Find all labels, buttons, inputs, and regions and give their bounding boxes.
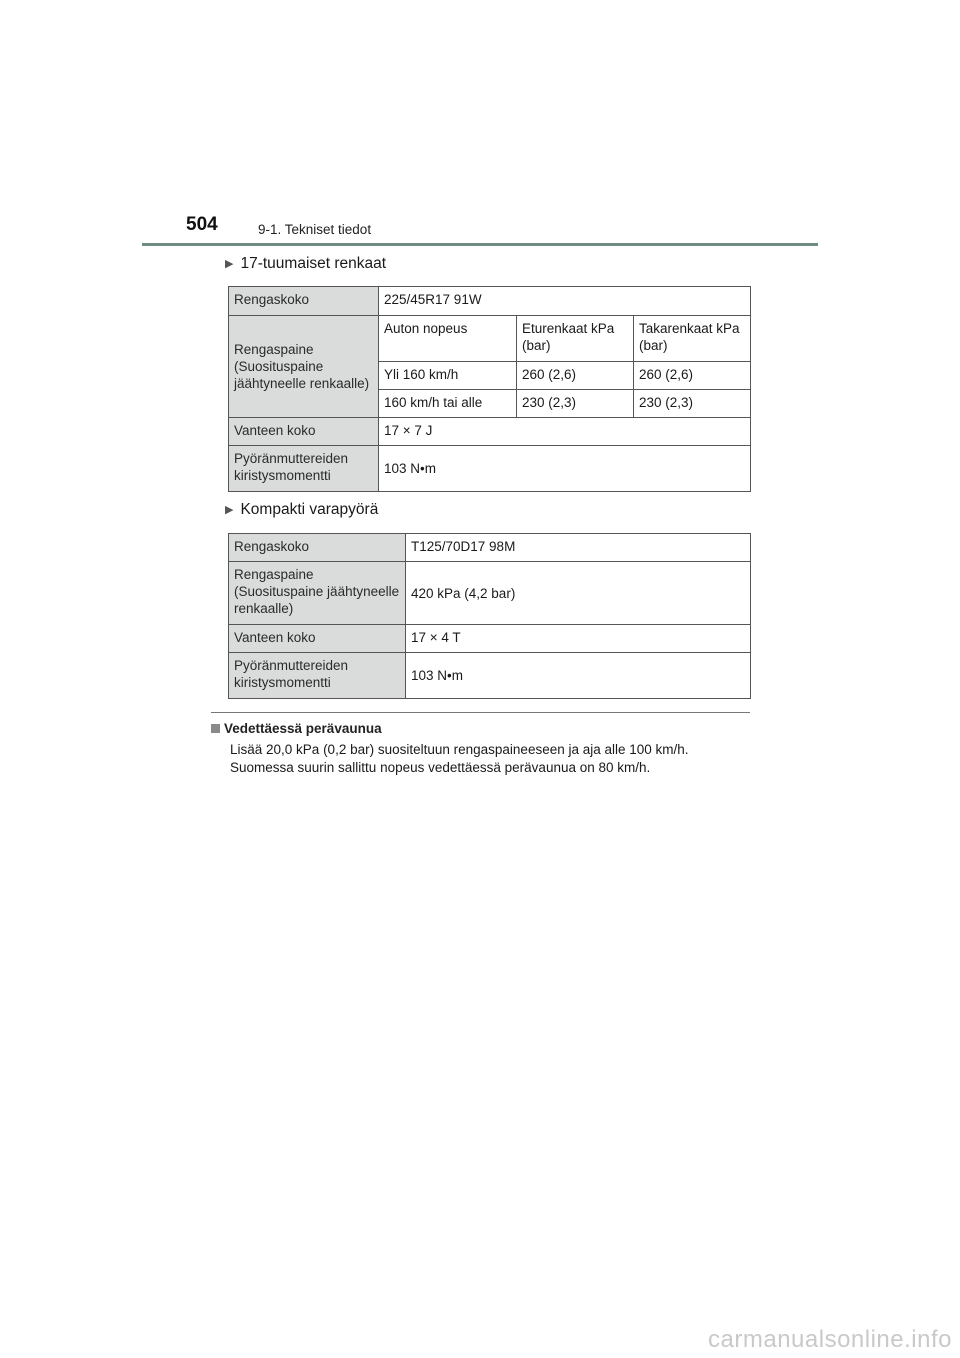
- table-row: [229, 446, 751, 492]
- note-divider: [211, 712, 750, 713]
- table-row: [229, 316, 751, 362]
- section-title-text: Kompakti varapyörä: [240, 501, 379, 518]
- table-row: [229, 625, 751, 653]
- speed-cell: Yli 160 km/h: [379, 362, 517, 390]
- rear-pressure-cell: 230 (2,3): [634, 390, 751, 418]
- note-line: Lisää 20,0 kPa (0,2 bar) suositeltuun rengaspaineeseen ja aja alle 100 km/h.: [230, 742, 689, 757]
- note-title: Vedettäessä perävaunua: [224, 721, 382, 736]
- watermark: carmanualsonline.info: [708, 1326, 952, 1353]
- torque-label: Pyöränmuttereiden kiristysmomentti: [229, 653, 406, 699]
- rim-size-label: Vanteen koko: [229, 625, 406, 653]
- tire-spec-table-spare: [228, 533, 751, 699]
- tire-size-value: T125/70D17 98M: [406, 534, 751, 562]
- torque-label: Pyöränmuttereiden kiristysmomentti: [229, 446, 379, 492]
- page-number: 504: [186, 214, 218, 235]
- pressure-value: 420 kPa (4,2 bar): [406, 562, 751, 625]
- rear-pressure-cell: 260 (2,6): [634, 362, 751, 390]
- front-pressure-cell: 260 (2,6): [517, 362, 634, 390]
- tire-spec-table-17-inch: [228, 286, 751, 492]
- rim-size-value: 17 × 7 J: [379, 418, 751, 446]
- tire-size-label: Rengaskoko: [229, 534, 406, 562]
- square-bullet-icon: [211, 724, 220, 733]
- table-row: [229, 562, 751, 625]
- note-line: Suomessa suurin sallittu nopeus vedettäessä perävaunua on 80 km/h.: [230, 760, 651, 775]
- pressure-label: Rengaspaine (Suosituspaine jäähtyneelle renkaalle): [229, 562, 406, 625]
- rim-size-value: 17 × 4 T: [406, 625, 751, 653]
- torque-value: 103 N•m: [406, 653, 751, 699]
- triangle-bullet-icon: ▶: [225, 258, 234, 270]
- table-row: [229, 418, 751, 446]
- section-title-spare-tire: [225, 501, 378, 519]
- table-row: [229, 287, 751, 316]
- tire-size-value: 225/45R17 91W: [379, 287, 751, 316]
- triangle-bullet-icon: ▶: [225, 504, 234, 516]
- col-header-speed: Auton nopeus: [379, 316, 517, 362]
- note-body: [230, 741, 760, 777]
- col-header-rear: Takarenkaat kPa (bar): [634, 316, 751, 362]
- table-row: [229, 653, 751, 699]
- speed-cell: 160 km/h tai alle: [379, 390, 517, 418]
- tire-size-label: Rengaskoko: [229, 287, 379, 316]
- pressure-label: Rengaspaine (Suosituspaine jäähtyneelle renkaalle): [229, 316, 379, 418]
- section-title-17-inch: [225, 255, 386, 273]
- header-rule: [142, 243, 818, 246]
- col-header-front: Eturenkaat kPa (bar): [517, 316, 634, 362]
- table-row: [229, 534, 751, 562]
- note-heading: [211, 721, 382, 736]
- front-pressure-cell: 230 (2,3): [517, 390, 634, 418]
- rim-size-label: Vanteen koko: [229, 418, 379, 446]
- torque-value: 103 N•m: [379, 446, 751, 492]
- page-header: [186, 214, 826, 244]
- section-title-text: 17-tuumaiset renkaat: [240, 255, 387, 272]
- chapter-title: 9-1. Tekniset tiedot: [258, 222, 372, 237]
